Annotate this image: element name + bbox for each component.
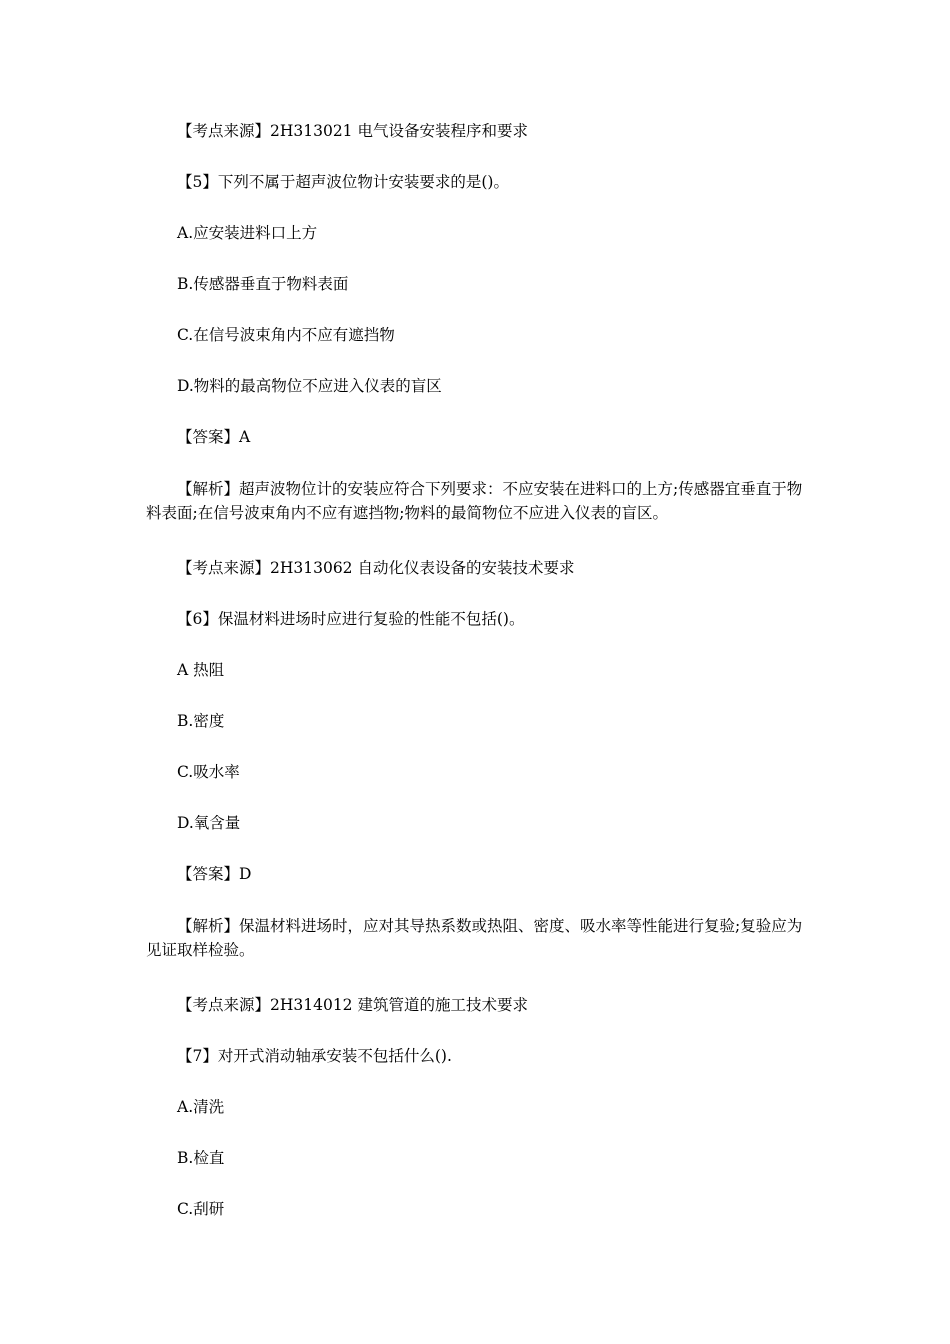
q5-option-a: A.应安装进料口上方 [177, 224, 318, 242]
q5-analysis: 【解析】超声波物位计的安装应符合下列要求：不应安装在进料口的上方;传感器宜垂直于物料表面;在信号波束角内不应有遮挡物;物料的最简物位不应进入仪表的盲区。 [146, 480, 803, 522]
source-line-q4: 【考点来源】2H313021 电气设备安装程序和要求 [177, 122, 528, 140]
q6-option-a: A 热阻 [177, 661, 225, 679]
q6-analysis: 【解析】保温材料进场时，应对其导热系数或热阻、密度、吸水率等性能进行复验;复验应为见证取样检验。 [146, 917, 803, 959]
q6-option-d: D.氧含量 [177, 814, 241, 832]
q6-answer: 【答案】D [177, 865, 252, 883]
q6-source: 【考点来源】2H314012 建筑管道的施工技术要求 [177, 996, 528, 1014]
question-7: 【7】对开式消动轴承安装不包括什么(). [177, 1047, 452, 1065]
q5-option-b: B.传感器垂直于物料表面 [177, 275, 349, 293]
question-6: 【6】保温材料进场时应进行复验的性能不包括()。 [177, 610, 525, 628]
q5-answer: 【答案】A [177, 428, 251, 446]
q5-option-c: C.在信号波束角内不应有遮挡物 [177, 326, 395, 344]
q6-option-c: C.吸水率 [177, 763, 240, 781]
q6-option-b: B.密度 [177, 712, 225, 730]
q5-source: 【考点来源】2H313062 自动化仪表设备的安装技术要求 [177, 559, 575, 577]
q7-option-a: A.清洗 [177, 1098, 225, 1116]
q7-option-b: B.检直 [177, 1149, 225, 1167]
q5-option-d: D.物料的最高物位不应进入仪表的盲区 [177, 377, 442, 395]
question-5: 【5】下列不属于超声波位物计安装要求的是()。 [177, 173, 509, 191]
q7-option-c: C.刮研 [177, 1200, 225, 1218]
